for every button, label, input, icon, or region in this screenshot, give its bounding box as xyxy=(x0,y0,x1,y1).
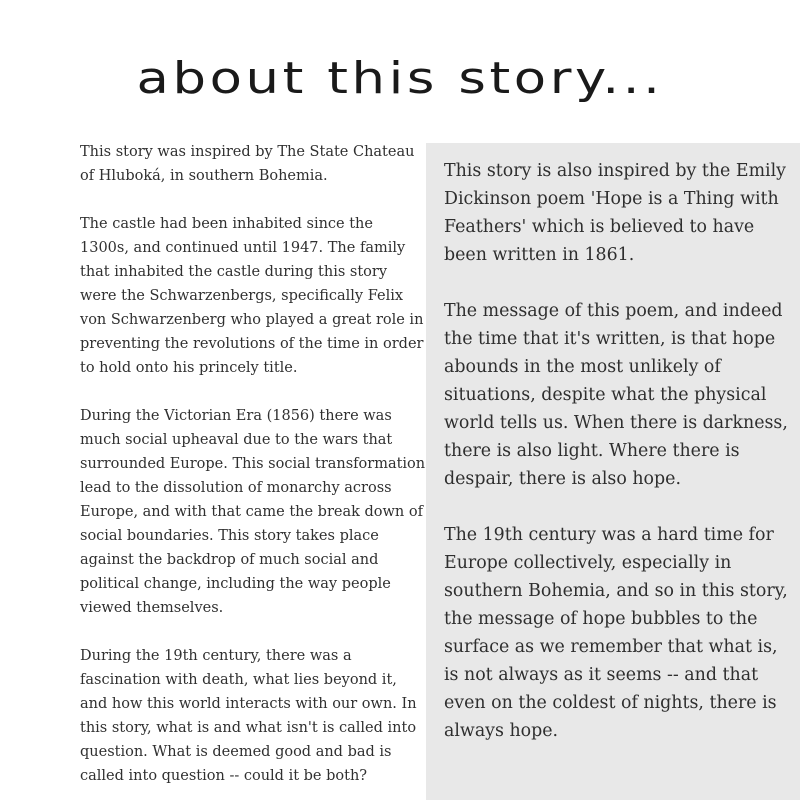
right-shaded-panel xyxy=(426,143,800,800)
left-paragraph: During the 19th century, there was a fascination with death, what lies beyond it, and how this world interacts with our own. In this story, what is and what isn't is called into question. What is deemed good and bad is called into question -- could it be both? xyxy=(80,648,417,784)
right-text-column xyxy=(444,157,794,773)
right-paragraph: The message of this poem, and indeed the time that it's written, is that hope abounds in the most unlikely of situations, despite what the physical world tells us. When there is darkness, there is also light. Where there is despair, there is also hope. xyxy=(444,301,788,489)
left-text-column xyxy=(80,140,426,812)
page-title: about this story... xyxy=(136,53,664,104)
left-paragraph: This story was inspired by The State Chateau of Hluboká, in southern Bohemia. xyxy=(80,144,415,184)
left-paragraph: The castle had been inhabited since the 1300s, and continued until 1947. The family that inhabited the castle during this story were the Schwarzenbergs, specifically Felix von Schwarzenberg who played a great role in preventing the revolutions of the time in order to hold onto his princely title. xyxy=(80,216,424,376)
right-paragraph: The 19th century was a hard time for Europe collectively, especially in southern Bohemia, and so in this story, the message of hope bubbles to the surface as we remember that what is, is not always as it seems -- and that even on the coldest of nights, there is always hope. xyxy=(444,525,788,741)
left-paragraph: During the Victorian Era (1856) there was much social upheaval due to the wars that surrounded Europe. This social transformation lead to the dissolution of monarchy across Europe, and with that came the break down of social boundaries. This story takes place against the backdrop of much social and political change, including the way people viewed themselves. xyxy=(80,408,426,616)
right-paragraph: This story is also inspired by the Emily Dickinson poem 'Hope is a Thing with Feathers' which is believed to have been written in 1861. xyxy=(444,161,787,265)
